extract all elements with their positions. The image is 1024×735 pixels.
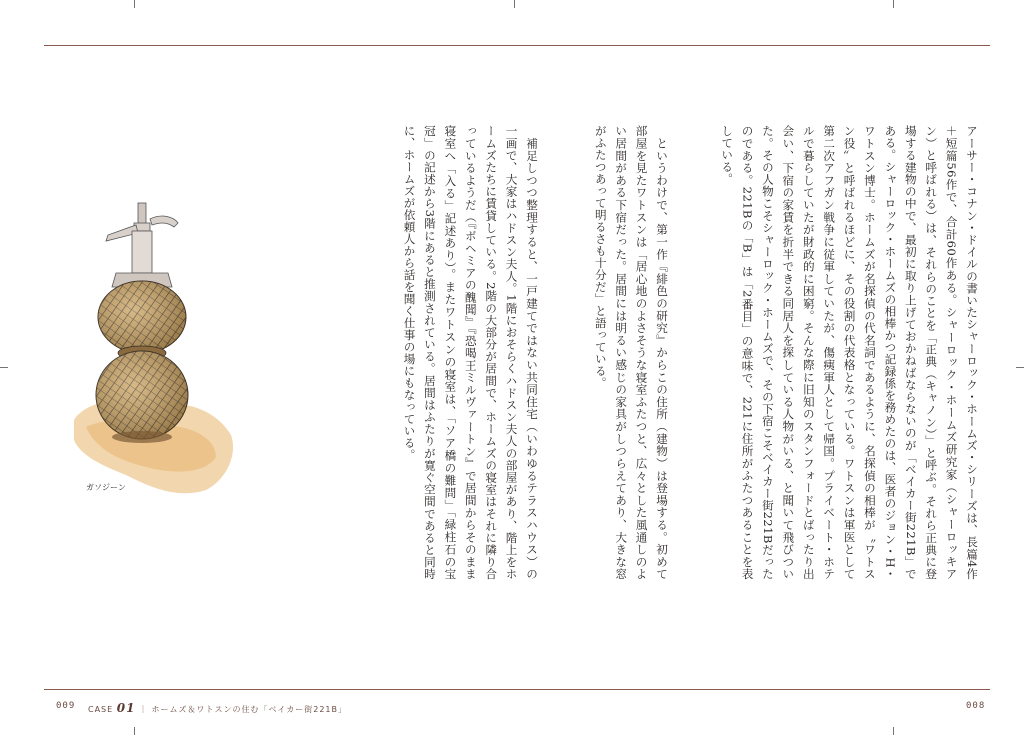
illustration-caption: ガソジーン — [86, 483, 126, 492]
footer-divider: ｜ — [139, 705, 148, 714]
right-page-paragraph-2: というわけで、第一作『緋色の研究』からこの住所（建物）は登場する。初めて部屋を見たワトスンは「居心地のよさそうな寝室ふたつと、広々とした風通しのよい居間がある下宿だった。居間には明るい感じの家具がしつらえてあり、大きな窓がふたつあって明るさも十分だ」と語っている。 — [593, 125, 669, 580]
gasogene-illustration — [66, 195, 246, 505]
page-number-right: 008 — [966, 701, 986, 711]
crop-mark — [893, 727, 894, 735]
gasogene-drawing — [66, 195, 246, 505]
case-number: 01 — [116, 701, 136, 715]
case-label: CASE — [88, 705, 114, 714]
right-page-paragraph-1: アーサー・コナン・ドイルの書いたシャーロック・ホームズ・シリーズは、長篇4作＋短篇56作で、合計60作ある。シャーロック・ホームズ研究家（シャーロッキアン）と呼ばれる）は、それらのことを「正典（キャノン）」と呼ぶ。それら正典に登場する建物の中で、最初に取り上げておかねばならないのが「ベイカー街221B」である。シャーロック・ホームズの相棒かつ記録係を務めたのは、医者のジョン・H・ワトスン博士。ホームズが名探偵の代名詞であるように、名探偵の相棒が〝ワトスン役〟と呼ばれるほどに、その役割の代表格となっている。ワトスンは軍医として第二次アフガン戦争に従軍していたが、傷痍軍人として帰国。プライベート・ホテルで暮らしていたが財政的に困窮。そんな際に旧知のスタンフォードとばったり出会い、下宿の家賃を折半できる同居人を探している人物がいる、と聞いて飛びついた。その人物こそシャーロック・ホームズで、その下宿こそベイカー街221Bだったのである。221Bの「B」は「2番目」の意味で、221に住所がふたつあることを表している。 — [720, 125, 979, 580]
crop-mark — [134, 727, 135, 735]
crop-mark — [893, 0, 894, 8]
page-number-left: 009 — [56, 701, 76, 711]
crop-mark — [0, 367, 8, 368]
crop-mark — [514, 0, 515, 8]
crop-mark — [134, 0, 135, 8]
header-rule — [44, 45, 990, 46]
crop-mark — [1016, 367, 1024, 368]
footer-case-label — [88, 701, 347, 715]
chapter-title: ホームズ＆ワトスンの住む「ベイカー街221B」 — [151, 705, 347, 714]
footer-rule — [44, 689, 990, 690]
left-page-paragraph-1: 補足しつつ整理すると、一戸建てではない共同住宅（いわゆるテラスハウス）の一画で、大家はハドスン夫人。1階におそらくハドスン夫人の部屋があり、階上をホームズたちに賃貸している。2階の大部分が居間で、ホームズの寝室はそれに隣り合っているようだ（『ボヘミアの醜聞』『恐喝王ミルヴァートン』で居間からそのまま寝室へ「入る」記述あり）。またワトスンの寝室は、「ソア橋の難問」「緑柱石の宝冠」の記述から3階にあると推測されている。居間はふたりが寛ぐ空間であると同時に、ホームズが依頼人から話を聞く仕事の場にもなっている。 — [402, 125, 539, 580]
